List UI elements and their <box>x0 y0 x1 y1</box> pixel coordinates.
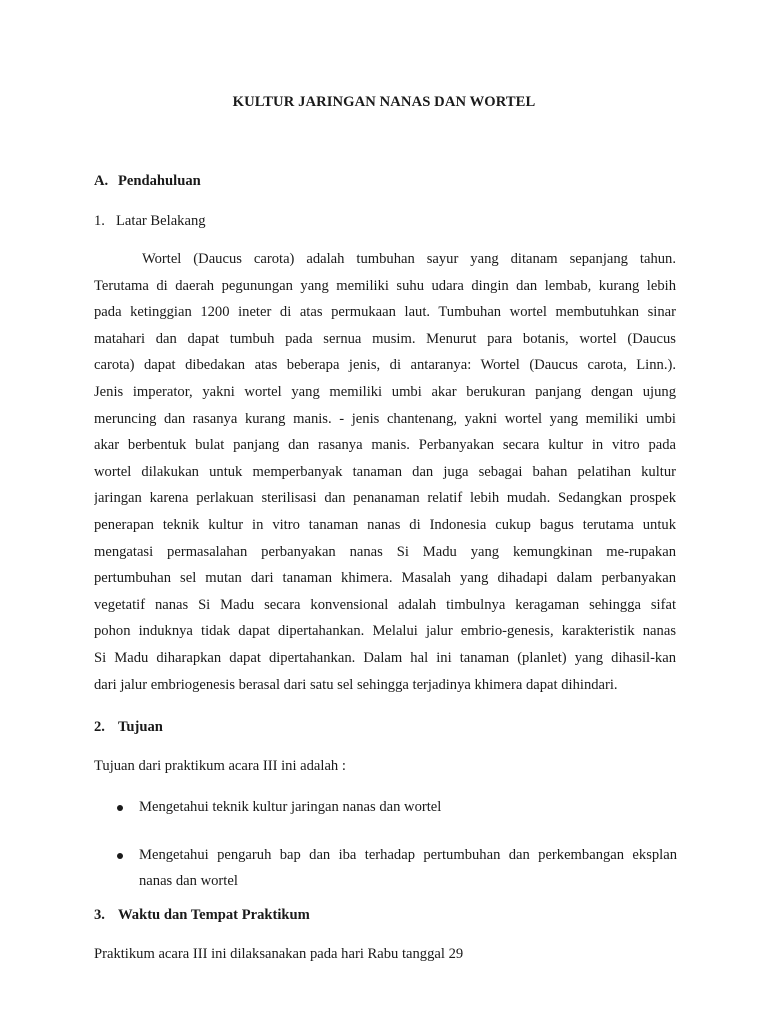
paragraph-line: jaringan karena perlakuan sterilisasi dan penanaman relatif lebih mudah. Sedangkan prospek <box>94 490 676 507</box>
tujuan-intro: Tujuan dari praktikum acara III ini adalah : <box>94 758 346 774</box>
bullet-icon <box>117 805 123 811</box>
subheading-number: 2. <box>94 719 105 735</box>
list-item <box>117 799 677 825</box>
paragraph-line: Si Madu diharapkan dapat dipertahankan. Dalam hal ini tanaman (planlet) yang dihasil-kan <box>94 649 676 666</box>
paragraph-line: meruncing dan rasanya kurang manis. - jenis chantenang, yakni wortel yang memiliki umbi <box>94 410 676 427</box>
paragraph-line: Jenis imperator, yakni wortel yang memiliki umbi akar berukuran panjang dengan ujung <box>94 383 676 400</box>
bullet-list <box>117 799 677 921</box>
body-paragraph <box>94 251 676 703</box>
section-label: Pendahuluan <box>118 173 201 189</box>
closing-line: Praktikum acara III ini dilaksanakan pada hari Rabu tanggal 29 <box>94 946 464 962</box>
paragraph-line: pertumbuhan sel mutan dari tanaman khimera. Masalah yang dihadapi dalam perbanyakan <box>94 570 676 587</box>
subheading-number: 1. <box>94 213 105 229</box>
bullet-line: nanas dan wortel <box>139 873 238 889</box>
subheading-tujuan <box>94 719 163 736</box>
paragraph-line: mengatasi permasalahan perbanyakan nanas Si Madu yang kemungkinan me-rupakan <box>94 543 676 560</box>
subheading-label: Waktu dan Tempat Praktikum <box>118 907 310 923</box>
paragraph-line: matahari dan dapat tumbuh pada sernua musim. Menurut para botanis, wortel (Daucus <box>94 330 676 347</box>
subheading-label: Latar Belakang <box>116 213 206 229</box>
paragraph-line: vegetatif nanas Si Madu secara konvensional adalah timbulnya keragaman sehingga sifat <box>94 596 676 613</box>
paragraph-line: pohon induknya tidak dapat dipertahankan. Melalui jalur embrio-genesis, karakteristik nanas <box>94 623 676 640</box>
paragraph-line: carota) dapat dibedakan atas beberapa jenis, di antaranya: Wortel (Daucus carota, Linn.). <box>94 357 676 374</box>
bullet-icon <box>117 853 123 859</box>
paragraph-line: penerapan teknik kultur in vitro tanaman nanas di Indonesia cukup bagus terutama untuk <box>94 516 676 533</box>
subheading-label: Tujuan <box>118 719 163 735</box>
section-number: A. <box>94 173 109 189</box>
subheading-waktu-tempat <box>94 907 310 924</box>
bullet-line: Mengetahui pengaruh bap dan iba terhadap pertumbuhan dan perkembangan eksplan <box>139 847 677 863</box>
paragraph-line: akar berbentuk bulat panjang dan rasanya manis. Perbanyakan secara kultur in vitro pada <box>94 437 676 454</box>
section-heading-pendahuluan <box>94 173 201 190</box>
paragraph-line: wortel dilakukan untuk memperbanyak tanaman dan juga sebagai bahan pelatihan kultur <box>94 463 676 480</box>
bullet-line: Mengetahui teknik kultur jaringan nanas dan wortel <box>139 799 442 815</box>
paragraph-line: Wortel (Daucus carota) adalah tumbuhan sayur yang ditanam sepanjang tahun. <box>142 251 676 267</box>
paragraph-line: pada ketinggian 1200 ineter di atas permukaan laut. Tumbuhan wortel membutuhkan sinar <box>94 304 676 321</box>
subheading-latar-belakang <box>94 213 206 230</box>
paragraph-line: dari jalur embriogenesis berasal dari satu sel sehingga terjadinya khimera dapat dihindari. <box>94 676 618 693</box>
list-item <box>117 847 677 899</box>
subheading-number: 3. <box>94 907 105 923</box>
document-title: KULTUR JARINGAN NANAS DAN WORTEL <box>232 94 536 110</box>
paragraph-line: Terutama di daerah pegunungan yang memiliki suhu udara dingin dan lembab, kurang lebih <box>94 277 676 294</box>
